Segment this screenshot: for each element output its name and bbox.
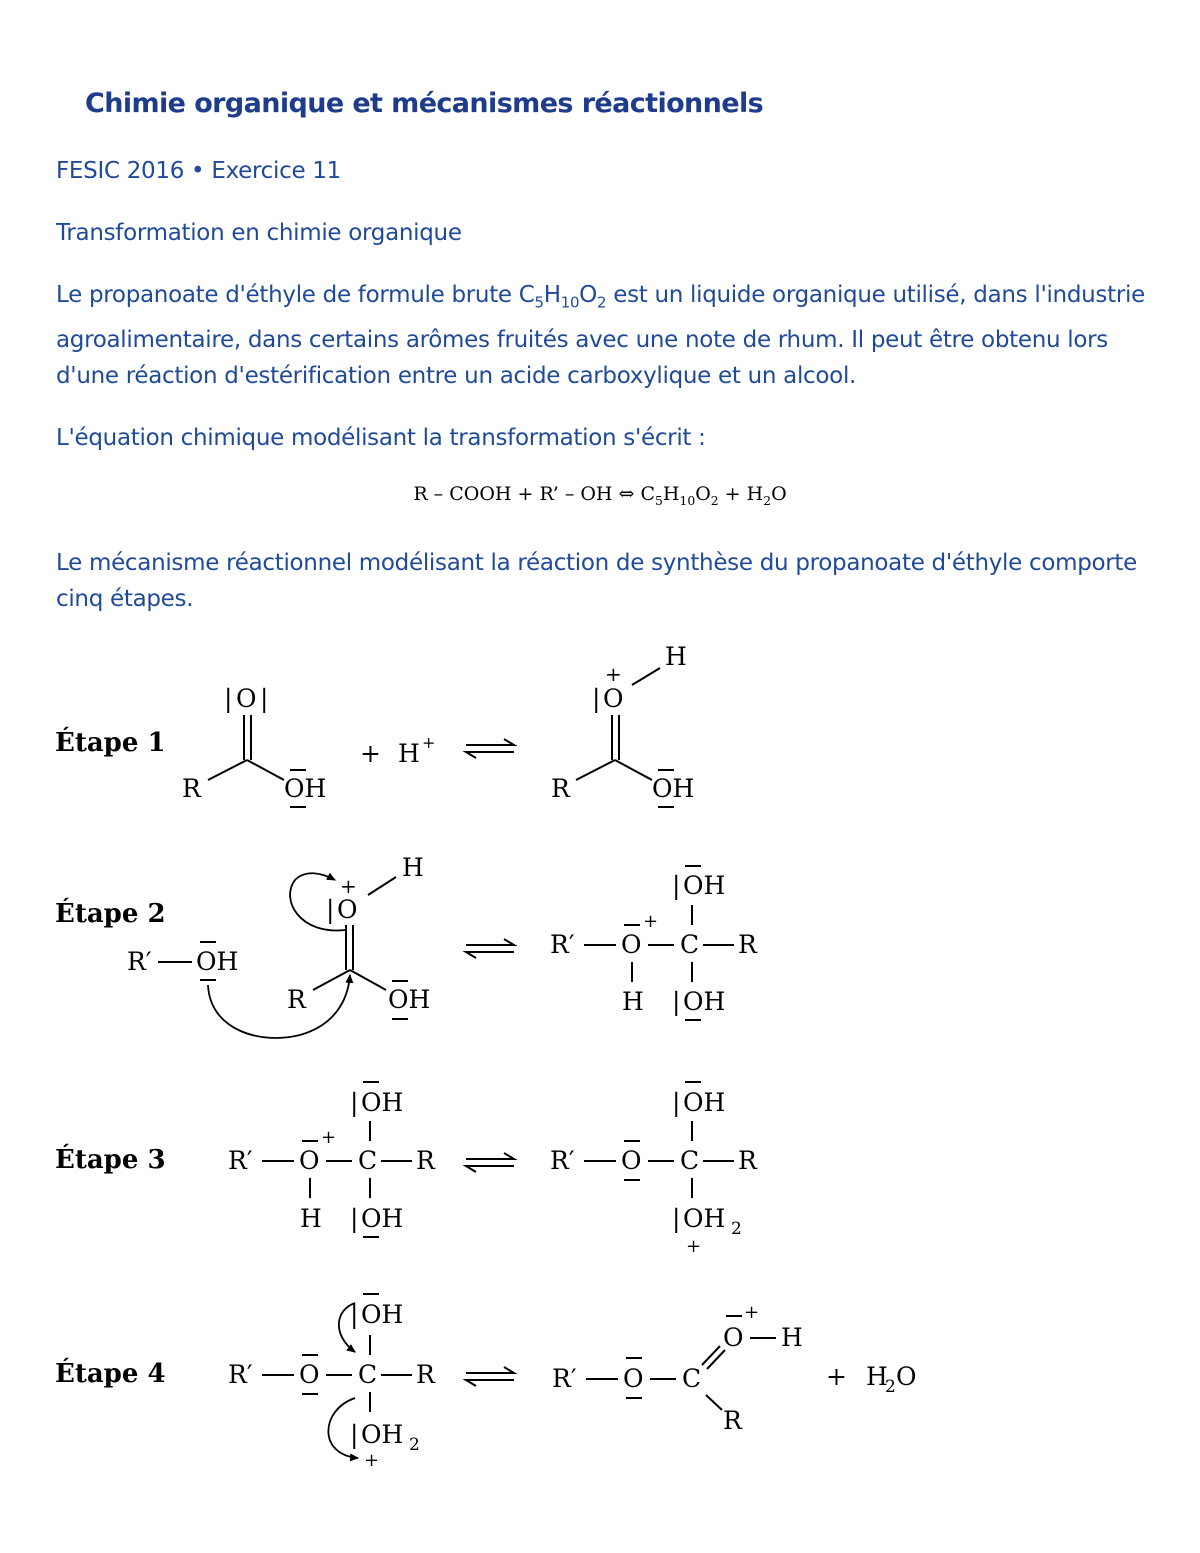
svg-text:OH: OH [284,774,327,803]
exercise-subtitle: Transformation en chimie organique [56,220,462,246]
svg-text:|: | [672,871,681,900]
svg-text:OH: OH [361,1204,404,1233]
svg-text:R: R [738,930,757,959]
intro-paragraph-line1: Le propanoate d'éthyle de formule brute $C_5H_{10}O_2$ est un liquide organique utilisé, dans l'industrie [56,282,1145,312]
svg-text:|: | [326,895,335,924]
svg-text:H: H [402,853,424,882]
svg-text:R′: R′ [550,1146,575,1175]
svg-text:OH: OH [361,1088,404,1117]
step-4-label: Étape 4 [55,1359,166,1389]
step1-product-protonated-acid [551,642,694,807]
svg-text:H: H [622,987,644,1016]
step1-reactant-acid [182,684,326,807]
svg-text:OH: OH [683,1088,726,1117]
step3-reactant [228,1082,436,1237]
svg-text:O: O [896,1362,917,1391]
svg-text:R′: R′ [552,1364,577,1393]
svg-text:+: + [364,1450,380,1471]
svg-text:O: O [299,1146,320,1175]
svg-text:H: H [781,1323,803,1352]
svg-text:H: H [300,1204,322,1233]
mechanism-intro-line1: Le mécanisme réactionnel modélisant la réaction de synthèse du propanoate d'éthyle comporte [56,550,1138,576]
step3-product [550,1082,758,1257]
svg-text:O: O [236,684,257,713]
svg-text:R′: R′ [550,930,575,959]
svg-text:+: + [605,662,622,686]
svg-text:2: 2 [409,1435,420,1455]
svg-text:+: + [826,1362,847,1391]
svg-text:OH: OH [388,985,431,1014]
step2-protonated-acid [287,853,430,1019]
svg-text:|: | [672,1088,681,1117]
svg-text:R: R [738,1146,757,1175]
page-title: Chimie organique et mécanismes réactionnels [85,88,764,119]
svg-text:R: R [416,1146,435,1175]
svg-text:R′: R′ [228,1146,253,1175]
step-1-label: Étape 1 [55,728,166,758]
svg-text:O: O [621,930,642,959]
step2-alcohol [127,942,238,980]
step2-product-tetrahedral [550,866,758,1020]
step4-product [552,1302,803,1435]
svg-text:R: R [182,774,201,803]
svg-text:|: | [592,684,601,713]
svg-text:|: | [350,1204,359,1233]
svg-text:|: | [350,1420,359,1449]
svg-text:OH: OH [361,1300,404,1329]
step-3-label: Étape 3 [55,1145,166,1175]
equilibrium-arrow-4 [466,1367,514,1386]
svg-text:OH: OH [683,987,726,1016]
svg-text:|: | [350,1088,359,1117]
svg-text:R: R [723,1406,742,1435]
svg-text:OH: OH [196,947,239,976]
svg-text:OH: OH [683,1204,726,1233]
svg-text:OH: OH [652,774,695,803]
svg-text:O: O [337,895,358,924]
svg-text:H: H [866,1362,888,1391]
intro-paragraph-line2: agroalimentaire, dans certains arômes fruités avec une note de rhum. Il peut être obtenu lors [56,327,1108,353]
svg-text:|: | [350,1300,359,1329]
svg-text:C: C [358,1146,378,1175]
equation-intro: L'équation chimique modélisant la transformation s'écrit : [56,425,706,451]
equilibrium-arrow-1 [466,739,514,758]
svg-text:R′: R′ [127,947,152,976]
svg-text:+: + [321,1127,337,1148]
svg-text:O: O [623,1364,644,1393]
svg-text:+: + [744,1302,760,1323]
svg-text:+: + [422,733,436,752]
curly-arrow-nucleophile [208,975,350,1038]
svg-text:|: | [260,684,269,713]
equilibrium-arrow-2 [466,939,514,958]
svg-text:O: O [299,1360,320,1389]
chemical-equation: R – COOH + R’ – OH ⇔ $C_5H_{10}O_2 + H_2O$ [413,483,787,508]
svg-text:H: H [665,642,687,671]
svg-text:OH: OH [361,1420,404,1449]
svg-text:R: R [287,985,306,1014]
svg-text:O: O [603,684,624,713]
svg-text:+: + [643,911,659,932]
svg-text:O: O [621,1146,642,1175]
equilibrium-arrow-3 [466,1153,514,1172]
svg-text:OH: OH [683,871,726,900]
svg-text:2: 2 [731,1219,742,1239]
svg-text:R: R [416,1360,435,1389]
svg-text:+: + [340,874,357,898]
svg-text:|: | [224,684,233,713]
water-product [866,1362,917,1397]
svg-text:|: | [672,1204,681,1233]
svg-text:C: C [358,1360,378,1389]
svg-text:+: + [686,1236,702,1257]
svg-text:R′: R′ [228,1360,253,1389]
exercise-source: FESIC 2016 • Exercice 11 [56,158,341,184]
svg-text:R: R [551,774,570,803]
svg-text:2: 2 [885,1377,896,1397]
mechanism-intro-line2: cinq étapes. [56,586,194,612]
svg-text:C: C [680,1146,700,1175]
svg-text:C: C [682,1364,702,1393]
svg-text:H: H [398,739,420,768]
step-2-label: Étape 2 [55,899,166,929]
svg-text:|: | [672,987,681,1016]
svg-text:O: O [723,1323,744,1352]
svg-text:+: + [360,739,381,768]
intro-paragraph-line3: d'une réaction d'estérification entre un acide carboxylique et un alcool. [56,363,857,389]
svg-text:C: C [680,930,700,959]
